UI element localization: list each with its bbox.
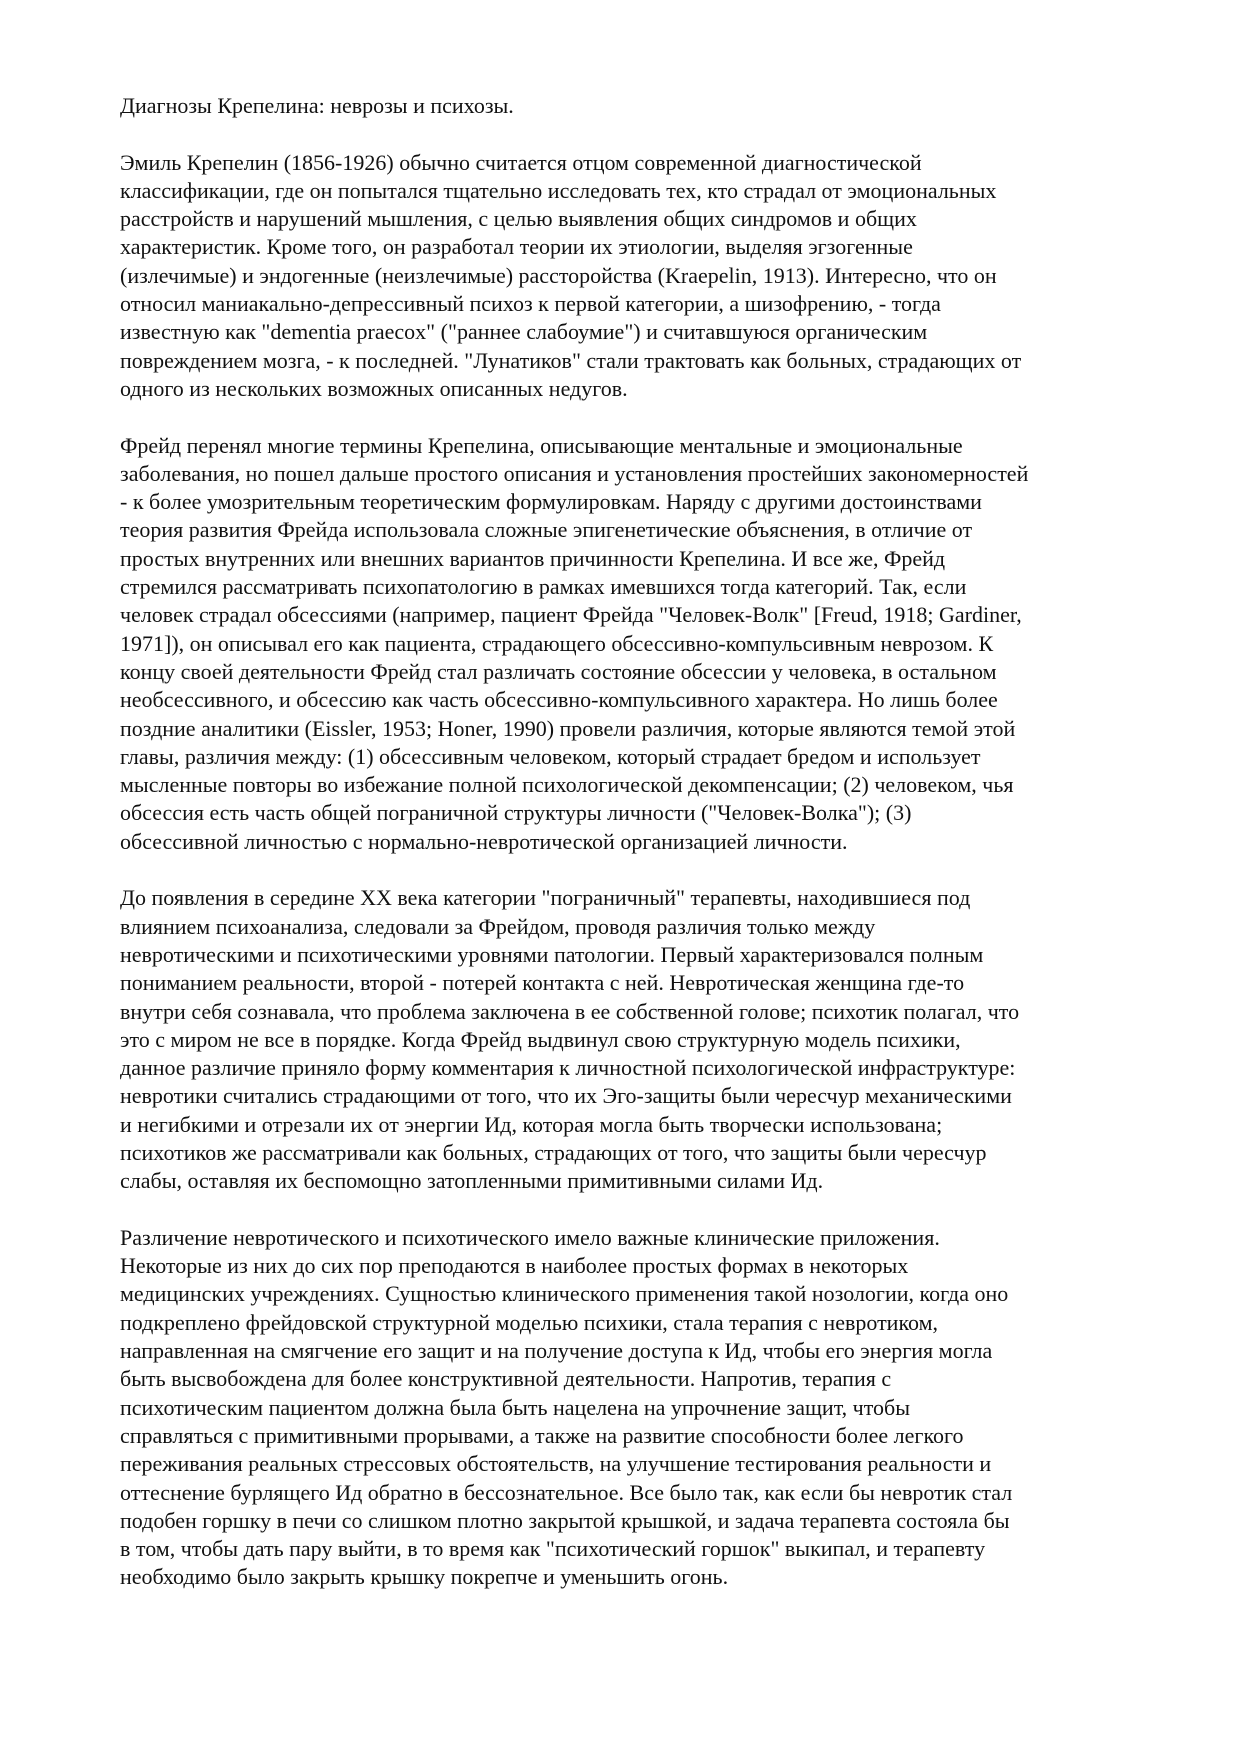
text-line: это с миром не все в порядке. Когда Фрейд выдвинул свою структурную модель психики, — [120, 1026, 961, 1052]
text-line: заболевания, но пошел дальше простого описания и установления простейших закономерностей — [120, 460, 1029, 486]
text-line: невротики считались страдающими от того, что их Эго-защиты были чересчур механическими — [120, 1083, 1012, 1109]
paragraph — [120, 1224, 1160, 1592]
text-line: обсессивной личностью с нормально-невротической организацией личности. — [120, 828, 848, 854]
text-line: стремился рассматривать психопатологию в рамках имевшихся тогда категорий. Так, если — [120, 574, 967, 600]
text-line: (излечимые) и эндогенные (неизлечимые) рассторойства (Kraepelin, 1913). Интересно, что он — [120, 262, 997, 288]
text-line: классификации, где он попытался тщательно исследовать тех, кто страдал от эмоциональных — [120, 177, 997, 203]
text-line: необходимо было закрыть крышку покрепче и уменьшить огонь. — [120, 1564, 729, 1590]
text-line: направленная на смягчение его защит и на получение доступа к Ид, чтобы его энергия могла — [120, 1338, 993, 1364]
text-line: характеристик. Кроме того, он разработал теории их этиологии, выделяя эгзогенные — [120, 234, 913, 260]
text-line: человек страдал обсессиями (например, пациент Фрейда "Человек-Волк" [Freud, 1918; Gardiner, — [120, 602, 1022, 628]
text-line: известную как "dementia praecox" ("раннее слабоумие") и считавшуюся органическим — [120, 319, 928, 345]
text-line: теория развития Фрейда использовала сложные эпигенетические объяснения, в отличие от — [120, 517, 973, 543]
document-page — [120, 92, 1160, 1620]
text-line: главы, различия между: (1) обсессивным человеком, который страдает бредом и использует — [120, 743, 981, 769]
text-line: пониманием реальности, второй - потерей контакта с ней. Невротическая женщина где-то — [120, 970, 965, 996]
text-line: справляться с примитивными прорывами, а также на развитие способности более легкого — [120, 1422, 964, 1448]
text-line: Эмиль Крепелин (1856-1926) обычно считается отцом современной диагностической — [120, 149, 922, 175]
text-line: Фрейд перенял многие термины Крепелина, описывающие ментальные и эмоциональные — [120, 432, 963, 458]
text-line: повреждением мозга, - к последней. "Лунатиков" стали трактовать как больных, страдающих от — [120, 347, 1022, 373]
text-line: Некоторые из них до сих пор преподаются в наиболее простых формах в некоторых — [120, 1253, 909, 1279]
text-line: простых внутренних или внешних вариантов причинности Крепелина. И все же, Фрейд — [120, 545, 946, 571]
text-line: необсессивного, и обсессию как часть обсессивно-компульсивного характера. Но лишь более — [120, 687, 998, 713]
text-line: мысленные повторы во избежание полной психологической декомпенсации; (2) человеком, чья — [120, 772, 1014, 798]
text-line: 1971]), он описывал его как пациента, страдающего обсессивно-компульсивным неврозом. К — [120, 630, 994, 656]
text-line: одного из нескольких возможных описанных недугов. — [120, 375, 628, 401]
text-line: концу своей деятельности Фрейд стал различать состояние обсессии у человека, в остальном — [120, 658, 997, 684]
text-line: - к более умозрительным теоретическим формулировкам. Наряду с другими достоинствами — [120, 489, 982, 515]
text-line: внутри себя сознавала, что проблема заключена в ее собственной голове; психотик полагал, что — [120, 998, 1020, 1024]
text-line: в том, чтобы дать пару выйти, в то время как "психотический горшок" выкипал, и терапевту — [120, 1536, 986, 1562]
text-line: расстройств и нарушений мышления, с целью выявления общих синдромов и общих — [120, 206, 917, 232]
text-line: слабы, оставляя их беспомощно затопленными примитивными силами Ид. — [120, 1168, 824, 1194]
text-line: оттеснение бурлящего Ид обратно в бессознательное. Все было так, как если бы невротик стал — [120, 1479, 1013, 1505]
text-line: До появления в середине XX века категории "пограничный" терапевты, находившиеся под — [120, 885, 971, 911]
text-line: психотическим пациентом должна была быть нацелена на упрочнение защит, чтобы — [120, 1394, 911, 1420]
text-line: поздние аналитики (Eissler, 1953; Honer, 1990) провели различия, которые являются темой этой — [120, 715, 1016, 741]
document-title: Диагнозы Крепелина: неврозы и психозы. — [120, 93, 514, 118]
paragraph — [120, 432, 1160, 856]
text-line: данное различие приняло форму комментария к личностной психологической инфраструктуре: — [120, 1055, 1016, 1081]
text-line: невротическими и психотическими уровнями патологии. Первый характеризовался полным — [120, 941, 984, 967]
paragraph — [120, 149, 1160, 404]
paragraph — [120, 884, 1160, 1195]
text-line: обсессия есть часть общей пограничной структуры личности ("Человек-Волка"); (3) — [120, 800, 912, 826]
text-line: психотиков же рассматривали как больных, страдающих от того, что защиты были чересчур — [120, 1139, 987, 1165]
text-line: подкреплено фрейдовской структурной моделью психики, стала терапия с невротиком, — [120, 1309, 939, 1335]
text-line: подобен горшку в печи со слишком плотно закрытой крышкой, и задача терапевта состояла бы — [120, 1507, 1010, 1533]
text-line: медицинских учреждениях. Сущностью клинического применения такой нозологии, когда оно — [120, 1281, 1009, 1307]
text-line: переживания реальных стрессовых обстоятельств, на улучшение тестирования реальности и — [120, 1451, 992, 1477]
text-line: Различение невротического и психотического имело важные клинические приложения. — [120, 1224, 940, 1250]
text-line: быть высвобождена для более конструктивной деятельности. Напротив, терапия с — [120, 1366, 892, 1392]
text-line: и негибкими и отрезали их от энергии Ид, которая могла быть творчески использована; — [120, 1111, 943, 1137]
text-line: влиянием психоанализа, следовали за Фрейдом, проводя различия только между — [120, 913, 876, 939]
document-body — [120, 149, 1160, 1592]
text-line: относил маниакально-депрессивный психоз к первой категории, а шизофрению, - тогда — [120, 291, 941, 317]
